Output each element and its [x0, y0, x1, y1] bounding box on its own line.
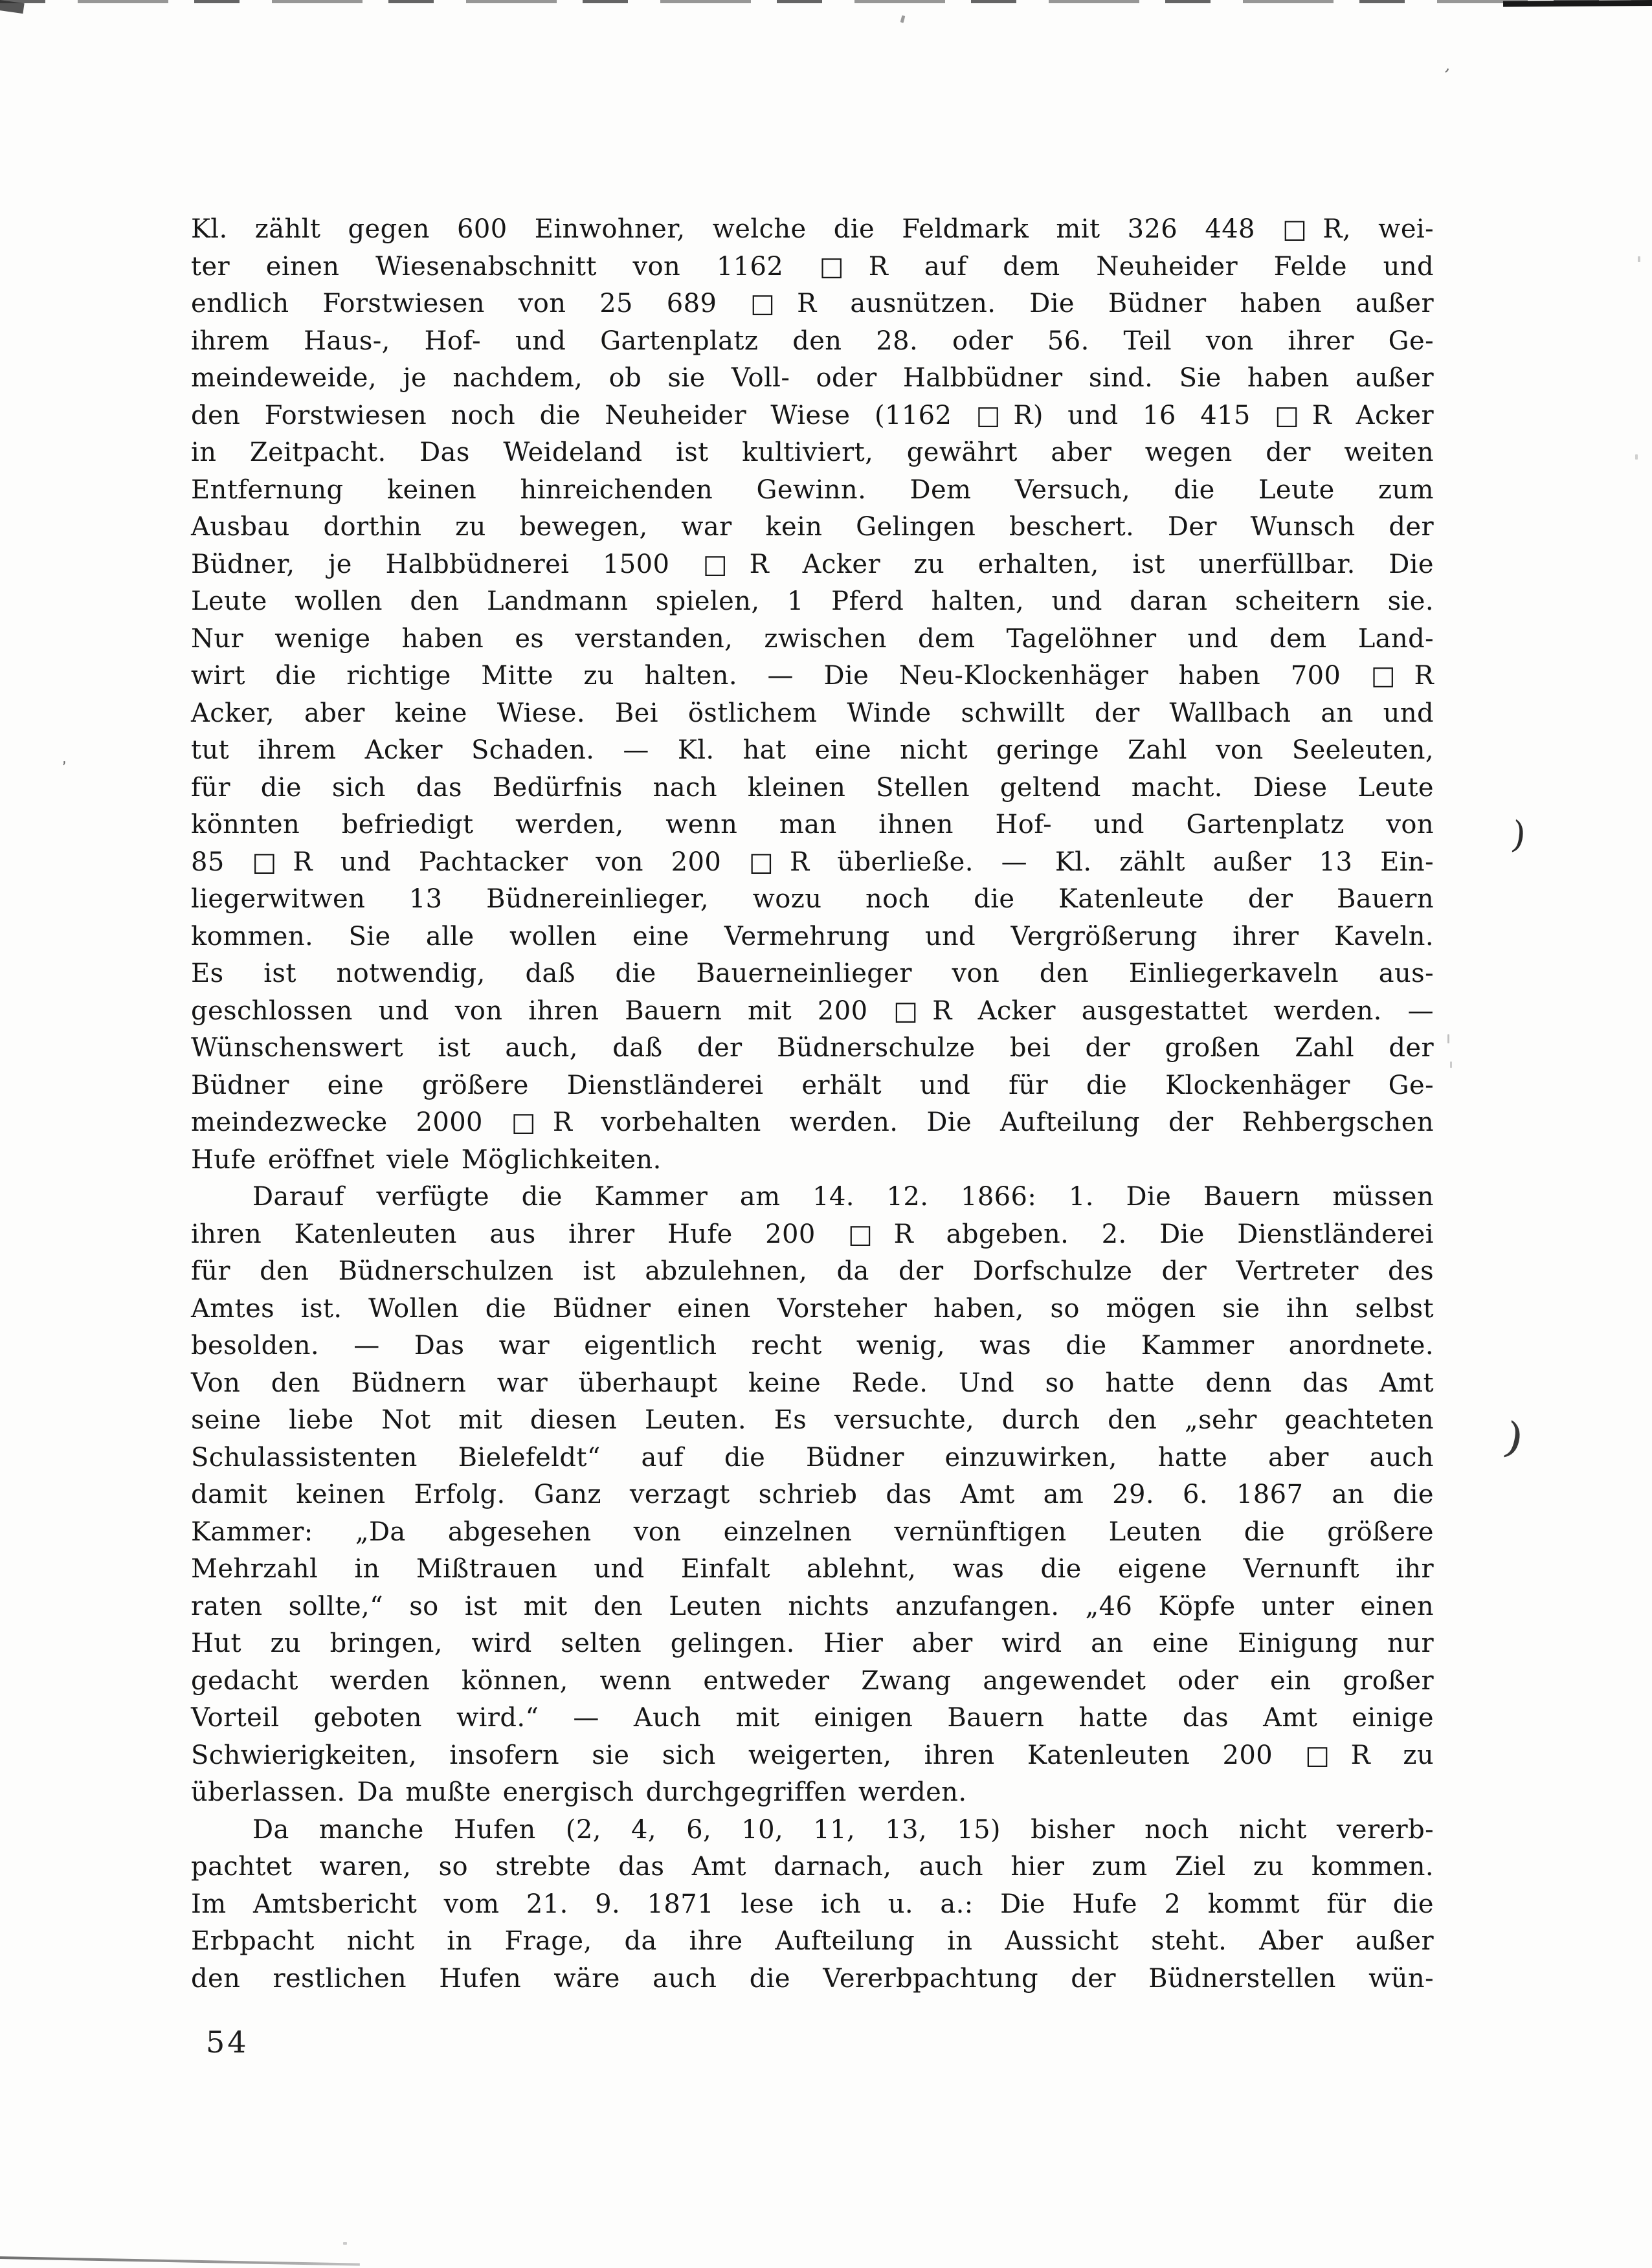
text-line: Schulassistenten Bielefeldt“ auf die Büdner einzuwirken, hatte aber auch [191, 1442, 1434, 1473]
text-line: Hufe eröffnet viele Möglichkeiten. [191, 1144, 662, 1175]
text-line: pachtet waren, so strebte das Amt darnach, auch hier zum Ziel zu kommen. [191, 1852, 1434, 1882]
text-line: für den Büdnerschulzen ist abzulehnen, da der Dorfschulze der Vertreter des [191, 1256, 1434, 1286]
scan-speck [900, 16, 906, 23]
scan-top-edge-artifact [0, 0, 1652, 3]
margin-arc-mark: ) [1509, 813, 1528, 858]
text-line: gedacht werden können, wenn entweder Zwang angewendet oder ein großer [191, 1665, 1434, 1696]
text-line: Vorteil geboten wird.“ — Auch mit einigen Bauern hatte das Amt einige [191, 1703, 1434, 1733]
text-line: in Zeitpacht. Das Weideland ist kultiviert, gewährt aber wegen der weiten [191, 438, 1434, 467]
text-line: Darauf verfügte die Kammer am 14. 12. 1866: 1. Die Bauern müssen [252, 1182, 1434, 1212]
text-line: Leute wollen den Landmann spielen, 1 Pferd halten, und daran scheitern sie. [191, 586, 1434, 616]
text-line: Da manche Hufen (2, 4, 6, 10, 11, 13, 15) bisher noch nicht vererb- [252, 1814, 1434, 1845]
margin-arc-mark: ) [1499, 1413, 1528, 1465]
scan-bottom-edge-artifact [0, 2256, 360, 2266]
text-line: Schwierigkeiten, insofern sie sich weigerten, ihren Katenleuten 200 □R zu [191, 1740, 1434, 1770]
text-line: Entfernung keinen hinreichenden Gewinn. Dem Versuch, die Leute zum [191, 474, 1434, 505]
text-line: überlassen. Da mußte energisch durchgegriffen werden. [191, 1777, 967, 1807]
text-line: 85 □R und Pachtacker von 200 □R überließe. — Kl. zählt außer 13 Ein- [191, 847, 1434, 877]
page-number: 54 [206, 2025, 249, 2060]
text-line: könnten befriedigt werden, wenn man ihnen Hof- und Gartenplatz von [191, 810, 1434, 839]
text-line: den Forstwiesen noch die Neuheider Wiese (1162 □R) und 16 415 □R Acker [191, 400, 1434, 430]
scan-speck [343, 2242, 347, 2245]
paragraph [191, 1812, 1434, 1998]
text-line: raten sollte,“ so ist mit den Leuten nichts anzufangen. „46 Köpfe unter einen [191, 1591, 1434, 1621]
text-line: Büdner, je Halbbüdnerei 1500 □R Acker zu erhalten, ist unerfüllbar. Die [191, 549, 1434, 579]
text-line: für die sich das Bedürfnis nach kleinen Stellen geltend macht. Diese Leute [191, 772, 1434, 803]
text-line: Es ist notwendig, daß die Bauerneinlieger von den Einliegerkaveln aus- [191, 959, 1434, 988]
scan-speck [1638, 256, 1640, 262]
text-line: damit keinen Erfolg. Ganz verzagt schrieb das Amt am 29. 6. 1867 an die [191, 1480, 1434, 1509]
text-line: Kammer: „Da abgesehen von einzelnen vernünftigen Leuten die größere [191, 1517, 1434, 1547]
text-line: Büdner eine größere Dienstländerei erhält und für die Klockenhäger Ge- [191, 1070, 1434, 1100]
text-line: ihren Katenleuten aus ihrer Hufe 200 □R abgeben. 2. Die Dienstländerei [191, 1219, 1434, 1249]
text-line: endlich Forstwiesen von 25 689 □R ausnützen. Die Büdner haben außer [191, 289, 1434, 318]
text-line: meindezwecke 2000 □R vorbehalten werden. Die Aufteilung der Rehbergschen [191, 1107, 1434, 1137]
text-line: Hut zu bringen, wird selten gelingen. Hier aber wird an eine Einigung nur [191, 1629, 1434, 1658]
text-line: Wünschenswert ist auch, daß der Büdnerschulze bei der großen Zahl der [191, 1033, 1434, 1063]
text-line: Im Amtsbericht vom 21. 9. 1871 lese ich u. a.: Die Hufe 2 kommt für die [191, 1889, 1434, 1919]
scan-speck [1447, 1034, 1449, 1043]
scan-speck [1635, 454, 1638, 460]
scan-top-right-edge-artifact [1503, 0, 1652, 7]
paragraph [191, 1179, 1434, 1812]
margin-tick-mark: ʼ [1440, 64, 1451, 87]
text-line: seine liebe Not mit diesen Leuten. Es versuchte, durch den „sehr geachteten [191, 1405, 1434, 1435]
text-line: geschlossen und von ihren Bauern mit 200 □R Acker ausgestattet werden. — [191, 995, 1434, 1026]
text-line: Mehrzahl in Mißtrauen und Einfalt ablehnt, was die eigene Vernunft ihr [191, 1554, 1434, 1584]
text-line: liegerwitwen 13 Büdnereinlieger, wozu noch die Katenleute der Bauern [191, 884, 1434, 914]
text-line: Von den Büdnern war überhaupt keine Rede. Und so hatte denn das Amt [191, 1368, 1434, 1398]
margin-tick-mark: ʼ [60, 758, 69, 777]
text-line: besolden. — Das war eigentlich recht wenig, was die Kammer anordnete. [191, 1331, 1434, 1361]
text-line: Acker, aber keine Wiese. Bei östlichem Winde schwillt der Wallbach an und [191, 698, 1434, 728]
scan-speck [1450, 1062, 1452, 1068]
text-line: ter einen Wiesenabschnitt von 1162 □R auf dem Neuheider Felde und [191, 251, 1434, 282]
paragraph [191, 211, 1434, 1179]
text-line: Ausbau dorthin zu bewegen, war kein Gelingen beschert. Der Wunsch der [191, 512, 1434, 542]
text-line: tut ihrem Acker Schaden. — Kl. hat eine nicht geringe Zahl von Seeleuten, [191, 735, 1434, 765]
text-line: ihrem Haus-, Hof- und Gartenplatz den 28. oder 56. Teil von ihrer Ge- [191, 326, 1434, 356]
text-line: kommen. Sie alle wollen eine Vermehrung und Vergrößerung ihrer Kaveln. [191, 921, 1434, 951]
text-line: Amtes ist. Wollen die Büdner einen Vorsteher haben, so mögen sie ihn selbst [191, 1293, 1434, 1324]
text-line: meindeweide, je nachdem, ob sie Voll- oder Halbbüdner sind. Sie haben außer [191, 363, 1434, 393]
page-text-block [191, 211, 1434, 1997]
text-line: Erbpacht nicht in Frage, da ihre Aufteilung in Aussicht steht. Aber außer [191, 1926, 1434, 1956]
text-line: Kl. zählt gegen 600 Einwohner, welche die Feldmark mit 326 448 □R, wei- [191, 214, 1434, 244]
text-line: wirt die richtige Mitte zu halten. — Die Neu-Klockenhäger haben 700 □R [191, 661, 1434, 691]
text-line: Nur wenige haben es verstanden, zwischen dem Tagelöhner und dem Land- [191, 623, 1434, 654]
text-line: den restlichen Hufen wäre auch die Vererbpachtung der Büdnerstellen wün- [191, 1963, 1434, 1994]
